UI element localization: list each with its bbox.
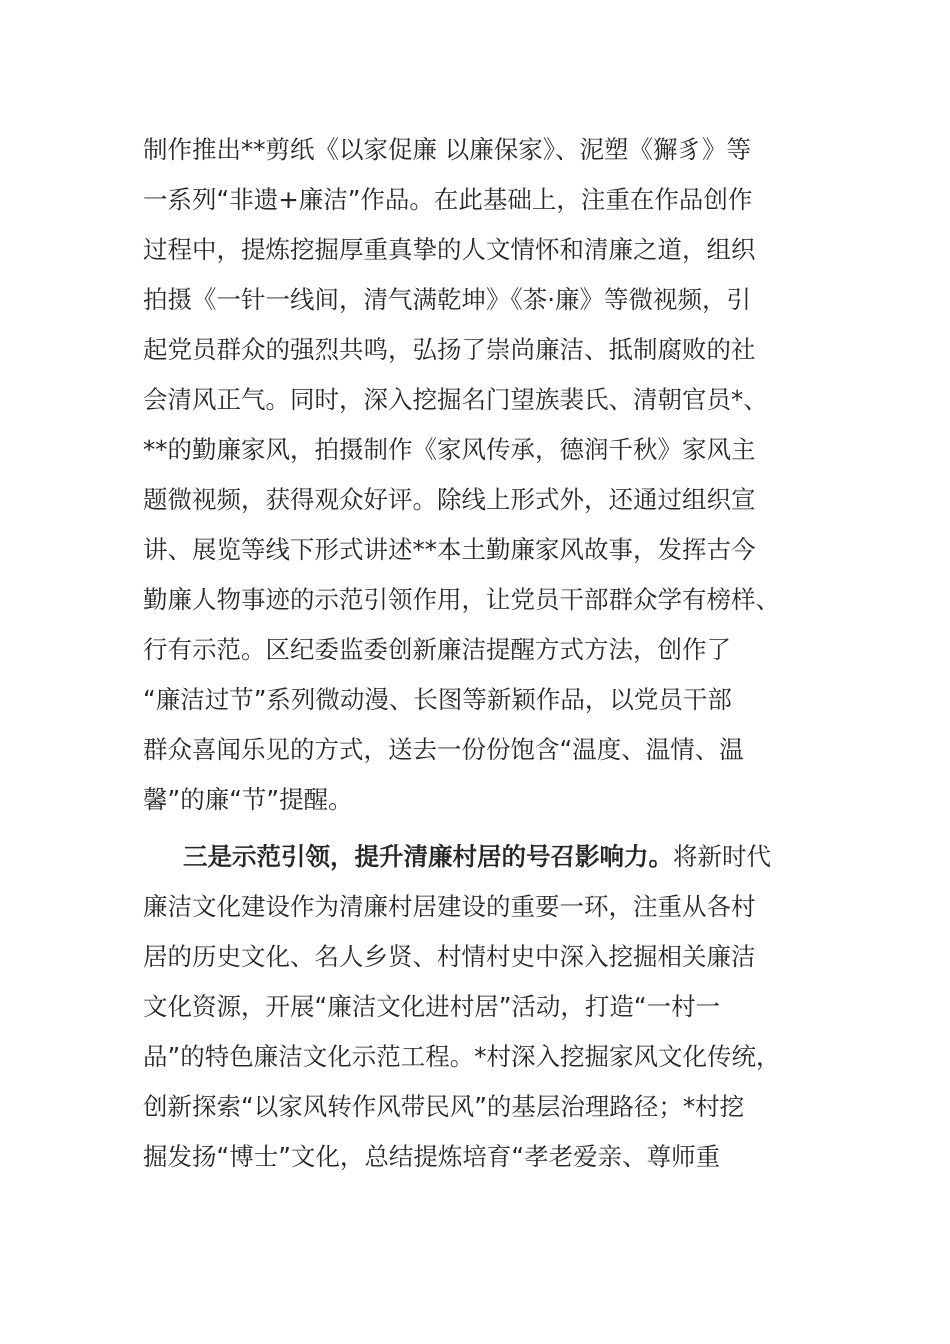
text-fragment: 将新时代 [673, 842, 771, 871]
body-paragraph [143, 125, 815, 825]
body-paragraph [143, 832, 815, 1182]
text-line [143, 832, 815, 882]
text-line: 行有示范。区纪委监委创新廉洁提醒方式方法，创作了 [143, 635, 731, 664]
text-line: 制作推出**剪纸《以家促廉 以廉保家》、泥塑《獬豸》等 [143, 135, 752, 164]
text-line: 馨”的廉“节”提醒。 [143, 785, 353, 814]
text-line: 题微视频，获得观众好评。除线上形式外，还通过组织宣 [143, 485, 756, 514]
text-line: 居的历史文化、名人乡贤、村情村史中深入挖掘相关廉洁 [143, 942, 756, 971]
text-line: 创新探索“以家风转作风带民风”的基层治理路径；*村挖 [143, 1092, 745, 1121]
text-line: 会清风正气。同时，深入挖掘名门望族裴氏、清朝官员*、 [143, 385, 768, 414]
text-line: 一系列“非遗+廉洁”作品。在此基础上，注重在作品创作 [143, 185, 753, 214]
text-line: 品”的特色廉洁文化示范工程。*村深入挖掘家风文化传统， [143, 1042, 781, 1071]
text-line: 文化资源，开展“廉洁文化进村居”活动，打造“一村一 [143, 992, 721, 1021]
text-line: 勤廉人物事迹的示范引领作用，让党员干部群众学有榜样、 [143, 585, 780, 614]
text-line: 过程中，提炼挖掘厚重真挚的人文情怀和清廉之道，组织 [143, 235, 756, 264]
text-line: 讲、展览等线下形式讲述**本土勤廉家风故事，发挥古今 [143, 535, 756, 564]
text-line: “廉洁过节”系列微动漫、长图等新颖作品，以党员干部 [143, 685, 732, 714]
text-line: 起党员群众的强烈共鸣，弘扬了崇尚廉洁、抵制腐败的社 [143, 335, 756, 364]
text-line: **的勤廉家风，拍摄制作《家风传承，德润千秋》家风主 [143, 435, 756, 464]
text-line: 廉洁文化建设作为清廉村居建设的重要一环，注重从各村 [143, 892, 756, 921]
text-line: 掘发扬“博士”文化，总结提炼培育“孝老爱亲、尊师重 [143, 1142, 721, 1171]
text-line: 拍摄《一针一线间，清气满乾坤》《茶·廉》等微视频，引 [143, 285, 752, 314]
paragraph-lead-heading: 三是示范引领，提升清廉村居的号召影响力。 [183, 842, 673, 871]
text-line: 群众喜闻乐见的方式，送去一份份饱含“温度、温情、温 [143, 735, 744, 764]
